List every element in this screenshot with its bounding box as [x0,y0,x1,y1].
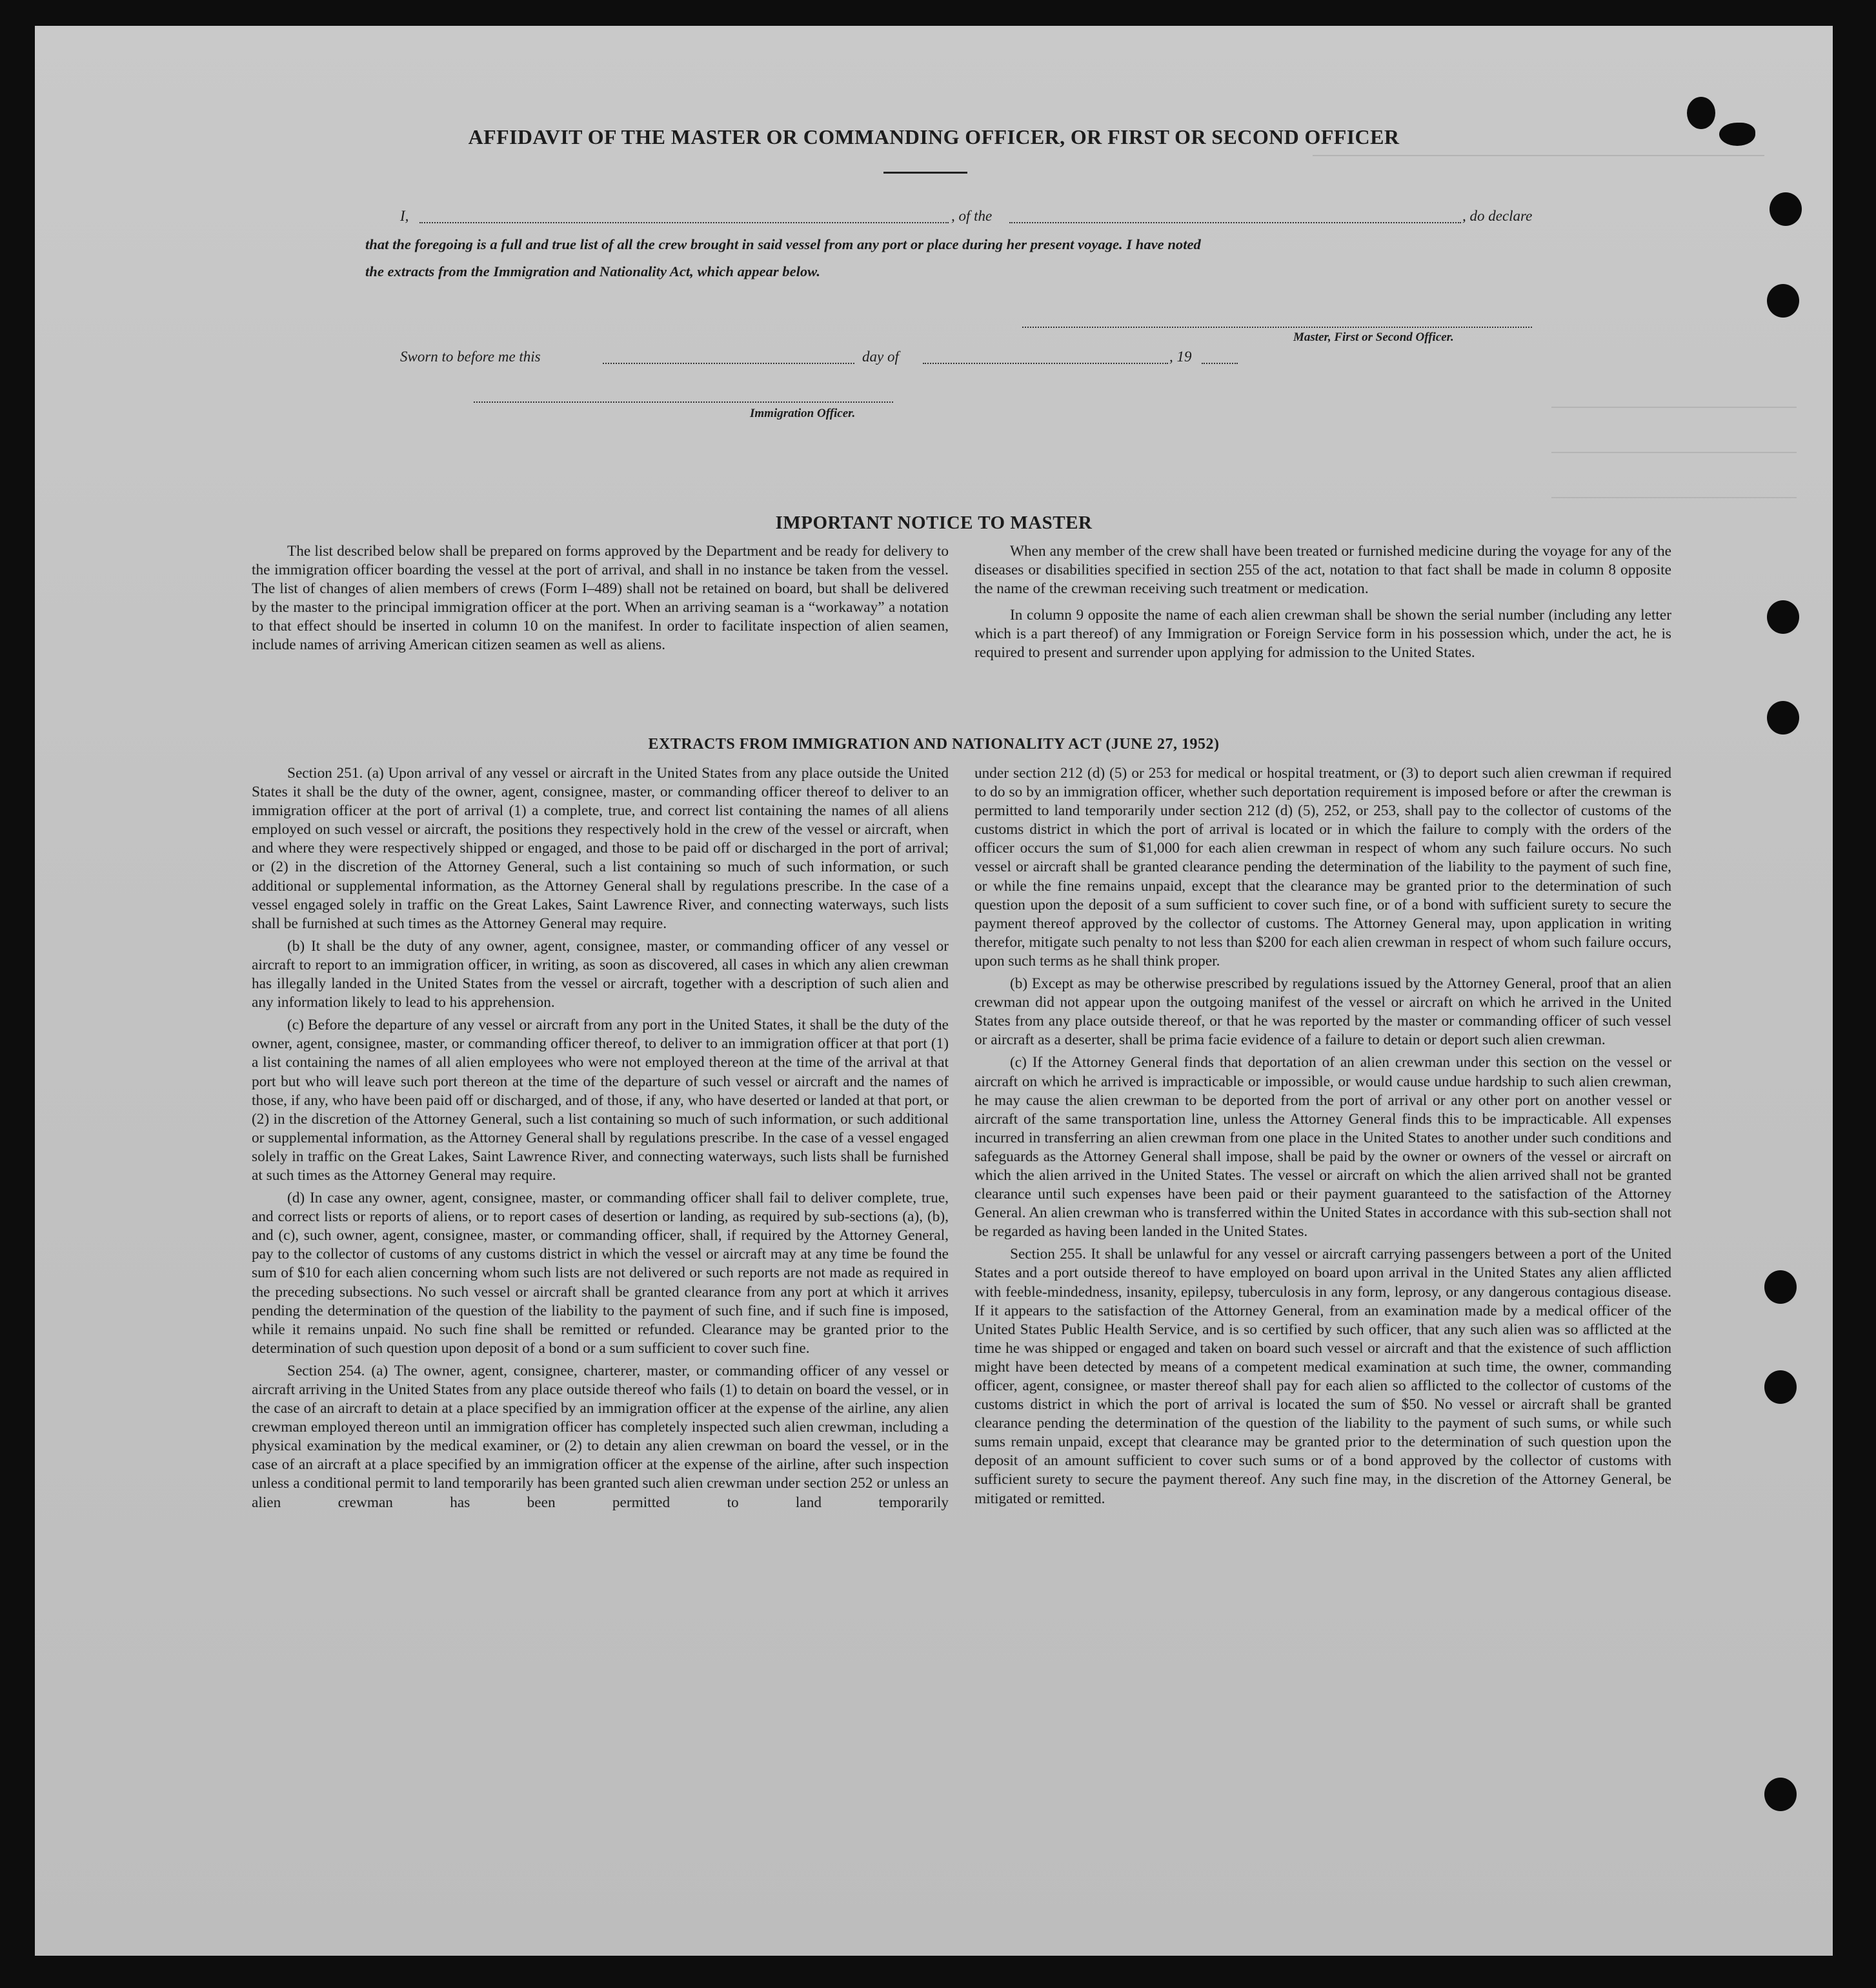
section-254-c: (c) If the Attorney General finds that deportation of an alien crewman under this section on the vessel or aircraft on which he arrived is impracticable or impossible, or would cause undue hardship to such alien crewman, he may cause the alien crewman to be deported from the port of arrival or any other port on another vessel or aircraft of the same transportation line, unless the Attorney General finds this to be impracticable. All expenses incurred in transferring an alien crewman from one place in the United States to another under such conditions and safeguards as the Attorney General shall impose, shall be paid by the owner or owners of the vessel or aircraft on which the alien arrived in the United States. The vessel or aircraft on which the alien arrived shall not be granted clearance until such expenses have been paid or their payment guaranteed to the satisfaction of the Attorney General. An alien crewman who is transferred within the United States in accordance with this sub-section shall not be regarded as having been landed in the United States. [974,1054,1671,1241]
signature-caption: Master, First or Second Officer. [1293,330,1454,344]
punch-hole [1687,97,1715,129]
section-251-b: (b) It shall be the duty of any owner, agent, consignee, master, or commanding officer of any vessel or aircraft to report to an immigration officer, in writing, as soon as discovered, all cases in which any alien crewman has illegally landed in the United States from the vessel or aircraft, together with a description of such alien and any information likely to lead to his apprehension. [252,937,949,1011]
sworn-day-field[interactable] [603,363,854,364]
punch-hole [1770,192,1802,226]
year-label: , 19 [1169,349,1192,365]
section-251-a: Section 251. (a) Upon arrival of any vessel or aircraft in the United States from any place outside the United States it shall be the duty of the owner, agent, consignee, master, or commanding officer thereof to deliver to an immigration officer at the port of arrival (1) a complete, true, and correct list containing the names of all aliens employed on such vessel or aircraft, the positions they respectively hold in the crew of the vessel or aircraft, when and where they were respectively shipped or engaged, and those to be paid off or discharged in the port of arrival; or (2) in the discretion of the Attorney General, such a list containing so much of such information, or such additional or supplemental information, as the Attorney General shall by regulations prescribe. In the case of a vessel engaged solely in traffic on the Great Lakes, Saint Lawrence River, and connecting waterways, such lists shall be furnished at such times as the Attorney General may require. [252,765,949,932]
section-255: Section 255. It shall be unlawful for any vessel or aircraft carrying passengers between a port of the United States and a port outside thereof to have employed on board upon arrival in the United States any alien afflicted with feeble-mindedness, insanity, epilepsy, tuberculosis in any form, leprosy, or any dangerous contagious disease. If it appears to the satisfaction of the Attorney General, from an examination made by a medical officer of the United States Public Health Service, and is so certified by such officer, that any such alien was so afflicted at the time he was shipped or engaged and taken on board such vessel or aircraft and that the existence of such affliction might have been detected by means of a competent medical examination at such time, the owner, commanding officer, agent, consignee, or master thereof shall pay for each alien so afflicted to the collector of customs of the customs district in which the port of arrival is located the sum of $50. No vessel or aircraft shall be granted clearance pending the determination of the question of the liability to the payment of such sums, or while such sums remain unpaid, except that clearance may be granted prior to the determination of such question upon the deposit of an amount sufficient to cover such sums or of a bond approved by the collector of customs with sufficient surety to secure the payment thereof. Any such fine may, in the discretion of the Attorney General, be mitigated or remitted. [974,1246,1671,1507]
sworn-year-field[interactable] [1202,363,1238,364]
extracts-title: EXTRACTS FROM IMMIGRATION AND NATIONALITY ACT (JUNE 27, 1952) [648,736,1220,753]
declaration-line-1: that the foregoing is a full and true list of all the crew brought in said vessel from any port or place during her present voyage. I have noted [365,236,1201,252]
vessel-field[interactable] [1009,222,1461,223]
declaration-line-2: the extracts from the Immigration and Nationality Act, which appear below. [365,263,821,279]
officer-signature-line[interactable] [474,401,893,403]
punch-hole [1767,284,1799,318]
name-field[interactable] [419,222,949,223]
notice-paragraph: The list described below shall be prepared on forms approved by the Department and be ready for delivery to the immigration officer boarding the vessel at the port of arrival, and shall in no instance be taken from the vessel. The list of changes of alien members of crews (Form I–489) shall not be retained on board, but shall be delivered by the master to the principal immigration officer at the port. When an arriving seaman is a “workaway” a notation to that effect should be inserted in column 10 on the manifest. In order to facilitate inspection of alien seamen, include names of arriving American citizen seamen as well as aliens. [252,543,949,654]
signature-line[interactable] [1022,327,1532,328]
of-the-label: , of the [951,208,993,224]
sworn-label: Sworn to before me this [400,349,541,365]
day-of-label: day of [862,349,899,365]
bleed-through-mark [1551,497,1797,514]
do-declare-label: , do declare [1462,208,1533,224]
extracts-right-column [974,764,1671,1512]
bleed-through-mark [1551,452,1797,469]
notice-left-column [252,542,949,659]
officer-caption: Immigration Officer. [750,407,856,420]
extracts-left-column [252,764,949,1516]
title-divider [883,172,967,174]
section-251-c: (c) Before the departure of any vessel or aircraft from any port in the United States, it shall be the duty of the owner, agent, consignee, master, or commanding officer thereof, to deliver to an immigration officer at that port (1) a list containing the names of all alien employees who were not employed thereon at the time of the arrival at that port but who will leave such port thereon at the time of the departure of such vessel or aircraft and the names of those, if any, who have been paid off or discharged, and of those, if any, who have deserted or landed at that port, or (2) in the discretion of the Attorney General, such a list containing so much of such information, or such additional or supplemental information, as the Attorney General shall by regulations prescribe. In the case of a vessel engaged solely in traffic on the Great Lakes, Saint Lawrence River, and connecting waterways, such lists shall be furnished at such times as the Attorney General may require. [252,1017,949,1184]
notice-paragraph: When any member of the crew shall have been treated or furnished medicine during the voyage for any of the diseases or disabilities specified in section 255 of the act, notation to that fact shall be made in column 8 opposite the name of the crewman receiving such treatment or medication. [974,543,1671,598]
punch-hole [1764,1370,1797,1404]
bleed-through-mark [1313,155,1764,172]
punch-hole [1767,600,1799,634]
section-254-a: Section 254. (a) The owner, agent, consignee, charterer, master, or commanding officer of any vessel or aircraft arriving in the United States from any place outside thereof who fails (1) to detain on board the vessel, or in the case of an aircraft to detain at a place specified by an immigration officer at the expense of the airline, any alien crewman employed thereon until an immigration officer has completely inspected such alien crewman, including a physical examination by the medical examiner, or (2) to detain any alien crewman on board the vessel, or in the case of an aircraft at a place specified by an immigration officer at the expense of the airline, after such inspection unless a conditional permit to land temporarily has been granted such alien crewman under section 252 or unless an alien crewman has been permitted to land temporarily [252,1362,949,1511]
punch-hole [1764,1778,1797,1811]
notice-title: IMPORTANT NOTICE TO MASTER [775,512,1093,533]
punch-hole [1767,701,1799,735]
i-label: I, [400,208,409,224]
notice-right-column [974,542,1671,663]
section-251-d: (d) In case any owner, agent, consignee, master, or commanding officer shall fail to deliver complete, true, and correct lists or reports of aliens, or to report cases of desertion or landing, as required by sub-sections (a), (b), and (c), such owner, agent, consignee, master, or commanding officer, shall, if required by the Attorney General, pay to the collector of customs of any customs district in which the vessel or aircraft may at any time be found the sum of $10 for each alien concerning whom such lists are not delivered or such reports are not made as required in the preceding subsections. No such vessel or aircraft shall be granted clearance from any port at which it arrives pending the determination of the question of the liability to the payment of such fine, and if such fine is imposed, while it remains unpaid. No such fine shall be remitted or refunded. Clearance may be granted prior to the determination of such question upon deposit of a bond or a sum sufficient to cover such fine. [252,1190,949,1357]
section-254-a-continued: under section 212 (d) (5) or 253 for medical or hospital treatment, or (3) to deport such alien crewman if required to do so by an immigration officer, whether such deportation requirement is imposed before or after the crewman is permitted to land temporarily under section 212 (d) (5), 252, or 253, shall pay to the collector of customs of the customs district in which the port of arrival is located or in which the failure to comply with the orders of the officer occurs the sum of $1,000 for each alien crewman in respect of whom any such failure occurs. No such vessel or aircraft shall be granted clearance pending the determination of the liability to the payment of such fine, or while the fine remains unpaid, except that the clearance may be granted prior to the determination of such question upon the deposit of a sum sufficient to cover such fine, or of a bond with sufficient surety to secure the payment thereof approved by the collector of customs. The Attorney General may, upon application in writing therefor, mitigate such penalty to not less than $200 for each alien crewman in respect of whom such failure occurs, upon such terms as he shall think proper. [974,765,1671,969]
punch-hole [1764,1270,1797,1304]
notice-paragraph: In column 9 opposite the name of each alien crewman shall be shown the serial number (including any letter which is a part thereof) of any Immigration or Foreign Service form in his possession which, under the act, he is required to present and surrender upon applying for admission to the United States. [974,607,1671,662]
bleed-through-mark [1551,407,1797,423]
document-page [35,26,1833,1956]
sworn-month-field[interactable] [923,363,1168,364]
affidavit-title: AFFIDAVIT OF THE MASTER OR COMMANDING OFFICER, OR FIRST OR SECOND OFFICER [468,125,1400,148]
section-254-b: (b) Except as may be otherwise prescribed by regulations issued by the Attorney General, proof that an alien crewman did not appear upon the outgoing manifest of the vessel or aircraft on which he arrived in the United States from any place outside thereof, or that he was reported by the master or commanding officer of such vessel or aircraft as a deserter, shall be prima facie evidence of a failure to detain or deport such alien crewman. [974,975,1671,1049]
